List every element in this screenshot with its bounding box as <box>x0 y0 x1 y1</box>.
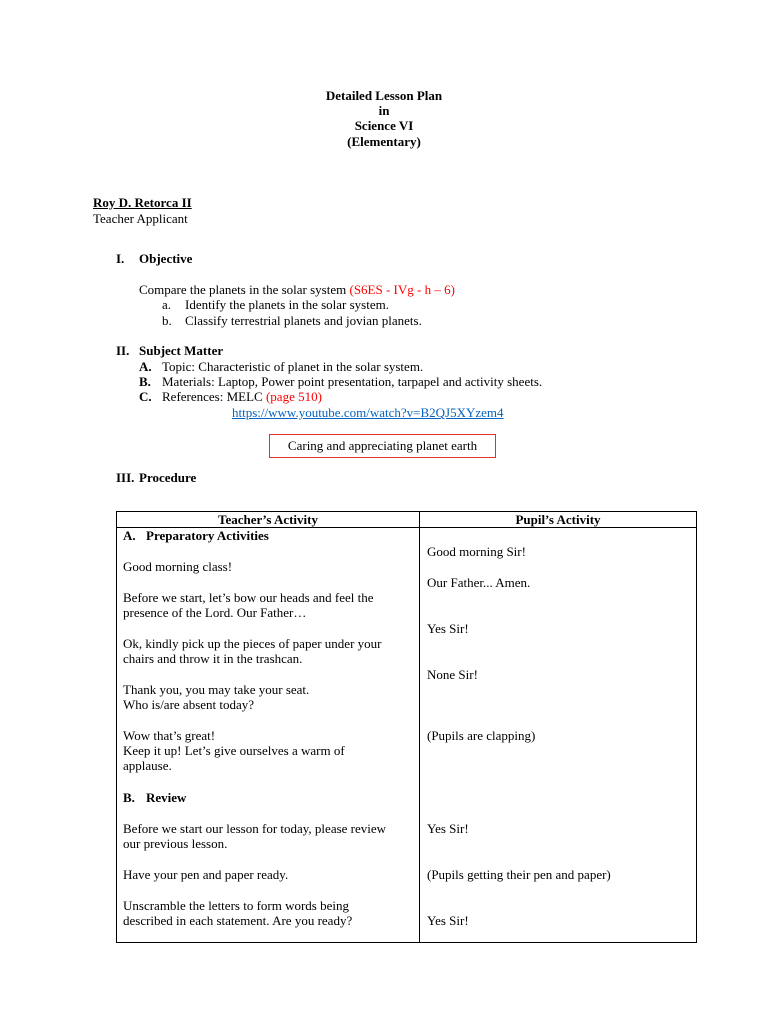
subject-materials <box>139 374 542 390</box>
objective-item-b <box>162 313 422 329</box>
subject-references <box>139 389 322 405</box>
teacher-line: our previous lesson. <box>123 836 228 851</box>
title-level: (Elementary) <box>347 134 421 149</box>
pupil-line: Yes Sir! <box>427 621 469 636</box>
topic-marker: A. <box>139 359 152 374</box>
teacher-line: chairs and throw it in the trashcan. <box>123 651 303 666</box>
references-text: References: MELC <box>162 389 266 404</box>
teacher-line: described in each statement. Are you ready? <box>123 913 353 928</box>
author-role: Teacher Applicant <box>93 211 188 226</box>
pupil-line: Yes Sir! <box>427 913 469 928</box>
section-b-marker: B. <box>123 790 135 805</box>
teacher-line: Who is/are absent today? <box>123 697 255 712</box>
objective-code: (S6ES - IVg - h – 6) <box>349 282 455 297</box>
teacher-line: Good morning class! <box>123 559 233 574</box>
references-page: (page 510) <box>265 389 322 404</box>
title-in: in <box>378 103 390 118</box>
subject-matter-heading <box>116 343 223 359</box>
teacher-line: Before we start, let’s bow our heads and feel the <box>123 590 374 605</box>
title-subject: Science VI <box>354 118 414 133</box>
section-review <box>123 790 186 806</box>
objective-intro <box>139 282 455 298</box>
section-b-title: Review <box>146 790 187 805</box>
procedure-table <box>116 511 697 943</box>
section-preparatory <box>123 528 269 544</box>
author-name: Roy D. Retorca II <box>93 195 192 210</box>
column-divider <box>419 512 420 942</box>
topic-text: Topic: Characteristic of planet in the solar system. <box>162 359 424 374</box>
values-integration-box: Caring and appreciating planet earth <box>269 434 496 458</box>
teacher-line: Ok, kindly pick up the pieces of paper under your <box>123 636 382 651</box>
objective-title: Objective <box>139 251 193 266</box>
teacher-column-header: Teacher’s Activity <box>217 512 318 527</box>
procedure-title: Procedure <box>139 470 197 485</box>
reference-link[interactable]: https://www.youtube.com/watch?v=B2QJ5XYzem4 <box>232 405 504 420</box>
objective-numeral: I. <box>116 251 125 266</box>
materials-text: Materials: Laptop, Power point presentation, tarpapel and activity sheets. <box>162 374 543 389</box>
teacher-line: applause. <box>123 758 172 773</box>
teacher-line: Have your pen and paper ready. <box>123 867 289 882</box>
objective-heading <box>116 251 192 267</box>
teacher-line: Wow that’s great! <box>123 728 216 743</box>
procedure-numeral: III. <box>116 470 135 485</box>
materials-marker: B. <box>139 374 151 389</box>
pupil-line: (Pupils getting their pen and paper) <box>427 867 611 882</box>
objective-intro-text: Compare the planets in the solar system <box>139 282 350 297</box>
pupil-column-header: Pupil’s Activity <box>515 512 601 527</box>
pupil-line: Our Father... Amen. <box>427 575 531 590</box>
teacher-line: presence of the Lord. Our Father… <box>123 605 307 620</box>
section-a-title: Preparatory Activities <box>146 528 269 543</box>
objective-item-marker: a. <box>162 297 172 312</box>
document-title: Detailed Lesson Plan <box>325 88 443 103</box>
pupil-line: Good morning Sir! <box>427 544 526 559</box>
teacher-line: Unscramble the letters to form words being <box>123 898 349 913</box>
references-marker: C. <box>139 389 152 404</box>
pupil-line: (Pupils are clapping) <box>427 728 536 743</box>
pupil-line: Yes Sir! <box>427 821 469 836</box>
subject-numeral: II. <box>116 343 130 358</box>
section-a-marker: A. <box>123 528 136 543</box>
procedure-heading <box>116 470 196 486</box>
teacher-line: Keep it up! Let’s give ourselves a warm of <box>123 743 345 758</box>
objective-item-text: Identify the planets in the solar system. <box>185 297 389 312</box>
subject-topic <box>139 359 423 375</box>
objective-item-a <box>162 297 389 313</box>
objective-item-text: Classify terrestrial planets and jovian planets. <box>185 313 422 328</box>
pupil-line: None Sir! <box>427 667 478 682</box>
teacher-line: Thank you, you may take your seat. <box>123 682 310 697</box>
teacher-line: Before we start our lesson for today, please review <box>123 821 387 836</box>
subject-title: Subject Matter <box>139 343 224 358</box>
objective-item-marker: b. <box>162 313 172 328</box>
